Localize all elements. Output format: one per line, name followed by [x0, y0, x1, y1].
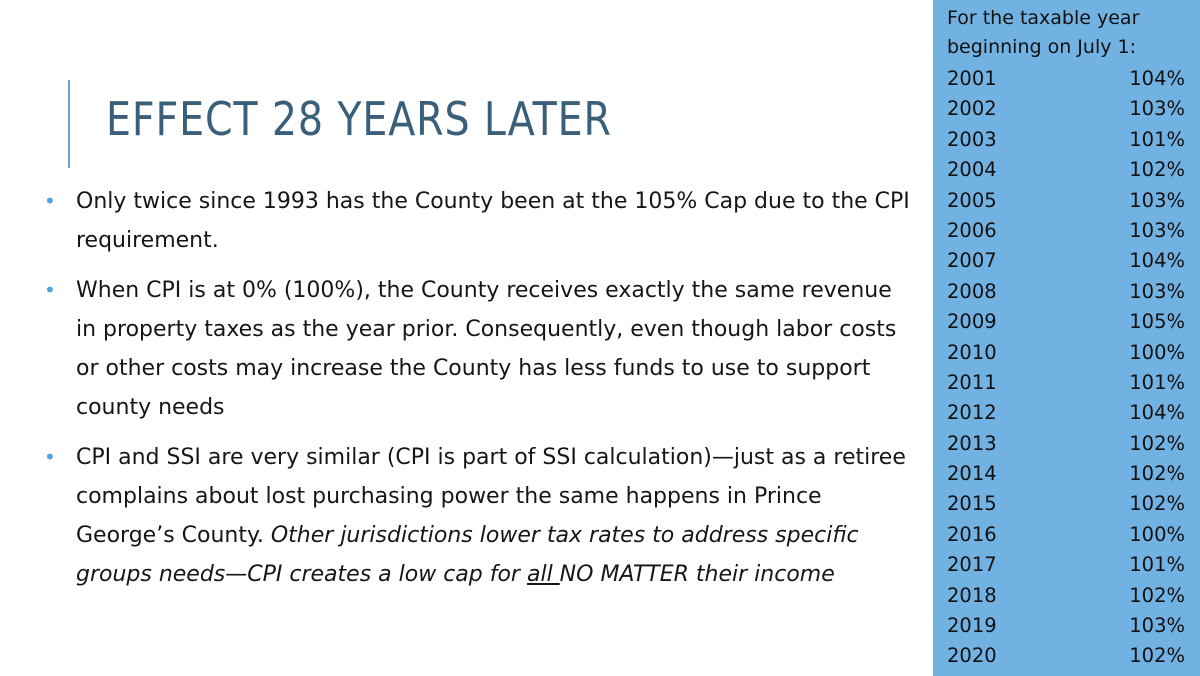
table-value-cell: 102%: [1129, 462, 1185, 486]
bullet-item: [40, 182, 910, 260]
bullet-text: Only twice since 1993 has the County been at the 105% Cap due to the CPI requirement.: [76, 189, 910, 253]
table-value-cell: 103%: [1129, 279, 1185, 303]
table-value-cell: 102%: [1129, 583, 1185, 607]
table-row: [947, 429, 1185, 459]
table-row: [947, 611, 1185, 641]
bullet-text: When CPI is at 0% (100%), the County receives exactly the same revenue in property taxes as the year prior. Consequently, even though labor costs or other costs may increase the County has less funds to use to support county needs: [76, 278, 897, 420]
table-row: [947, 398, 1185, 428]
table-row: [947, 277, 1185, 307]
table-row: [947, 338, 1185, 368]
table-year-cell: 2001: [947, 67, 997, 90]
table-row: [947, 216, 1185, 246]
table-year-cell: 2015: [947, 492, 997, 516]
table-value-cell: 102%: [1129, 492, 1185, 516]
table-value-cell: 102%: [1129, 431, 1185, 455]
table-year-cell: 2008: [947, 279, 997, 303]
table-row: [947, 581, 1185, 611]
table-year-cell: 2016: [947, 522, 997, 546]
bullet-list: [40, 182, 910, 605]
table-year-cell: 2018: [947, 583, 997, 607]
table-row: [947, 246, 1185, 276]
table-year-cell: 2009: [947, 310, 997, 334]
bullet-text-italic-end: NO MATTER their income: [559, 562, 835, 587]
title-accent-bar: [68, 80, 70, 168]
table-header: [947, 4, 1197, 62]
table-year-cell: 2005: [947, 188, 997, 212]
bullet-dot-icon: •: [44, 278, 56, 302]
table-row: [947, 125, 1185, 155]
table-value-cell: 100%: [1129, 522, 1185, 546]
table-year-cell: 2011: [947, 370, 997, 394]
table-year-cell: 2020: [947, 644, 997, 668]
table-row: [947, 550, 1185, 580]
table-row: [947, 489, 1185, 519]
table-header-line: beginning on July 1:: [947, 36, 1136, 58]
table-year-cell: 2017: [947, 553, 997, 577]
bullet-text-italic: Other jurisdictions lower tax rates to address specific groups needs—CPI creates a low cap for: [76, 523, 859, 587]
cap-percentage-table: [933, 0, 1200, 676]
table-value-cell: 104%: [1129, 67, 1185, 90]
table-rows: [947, 64, 1185, 672]
table-value-cell: 101%: [1129, 553, 1185, 577]
table-year-cell: 2006: [947, 218, 997, 242]
table-value-cell: 103%: [1129, 97, 1185, 121]
table-year-cell: 2004: [947, 158, 997, 182]
table-row: [947, 94, 1185, 124]
table-value-cell: 100%: [1129, 340, 1185, 364]
table-row: [947, 186, 1185, 216]
table-row: [947, 520, 1185, 550]
table-row: [947, 307, 1185, 337]
table-value-cell: 102%: [1129, 644, 1185, 668]
bullet-text: CPI and SSI are very similar (CPI is part of SSI calculation)—just as a retiree complains about lost purchasing power the same happens in Prince George’s County.: [76, 445, 906, 548]
table-year-cell: 2003: [947, 127, 997, 151]
table-year-cell: 2014: [947, 462, 997, 486]
bullet-dot-icon: •: [44, 445, 56, 469]
table-row: [947, 368, 1185, 398]
table-value-cell: 105%: [1129, 310, 1185, 334]
bullet-item: [40, 271, 910, 427]
table-year-cell: 2019: [947, 614, 997, 638]
table-row: [947, 155, 1185, 185]
bullet-dot-icon: •: [44, 189, 56, 213]
table-value-cell: 103%: [1129, 218, 1185, 242]
table-year-cell: 2012: [947, 401, 997, 425]
table-year-cell: 2002: [947, 97, 997, 121]
table-value-cell: 104%: [1129, 249, 1185, 273]
table-value-cell: 102%: [1129, 158, 1185, 182]
table-row: [947, 64, 1185, 94]
table-value-cell: 101%: [1129, 127, 1185, 151]
table-header-line: For the taxable year: [947, 7, 1140, 29]
bullet-item: [40, 438, 910, 594]
table-value-cell: 103%: [1129, 188, 1185, 212]
table-value-cell: 103%: [1129, 614, 1185, 638]
table-value-cell: 101%: [1129, 370, 1185, 394]
table-row: [947, 641, 1185, 671]
bullet-text-underlined: all: [526, 562, 560, 587]
slide-title: EFFECT 28 YEARS LATER: [106, 92, 612, 146]
table-year-cell: 2007: [947, 249, 997, 273]
table-value-cell: 104%: [1129, 401, 1185, 425]
table-row: [947, 459, 1185, 489]
table-year-cell: 2010: [947, 340, 997, 364]
table-year-cell: 2013: [947, 431, 997, 455]
